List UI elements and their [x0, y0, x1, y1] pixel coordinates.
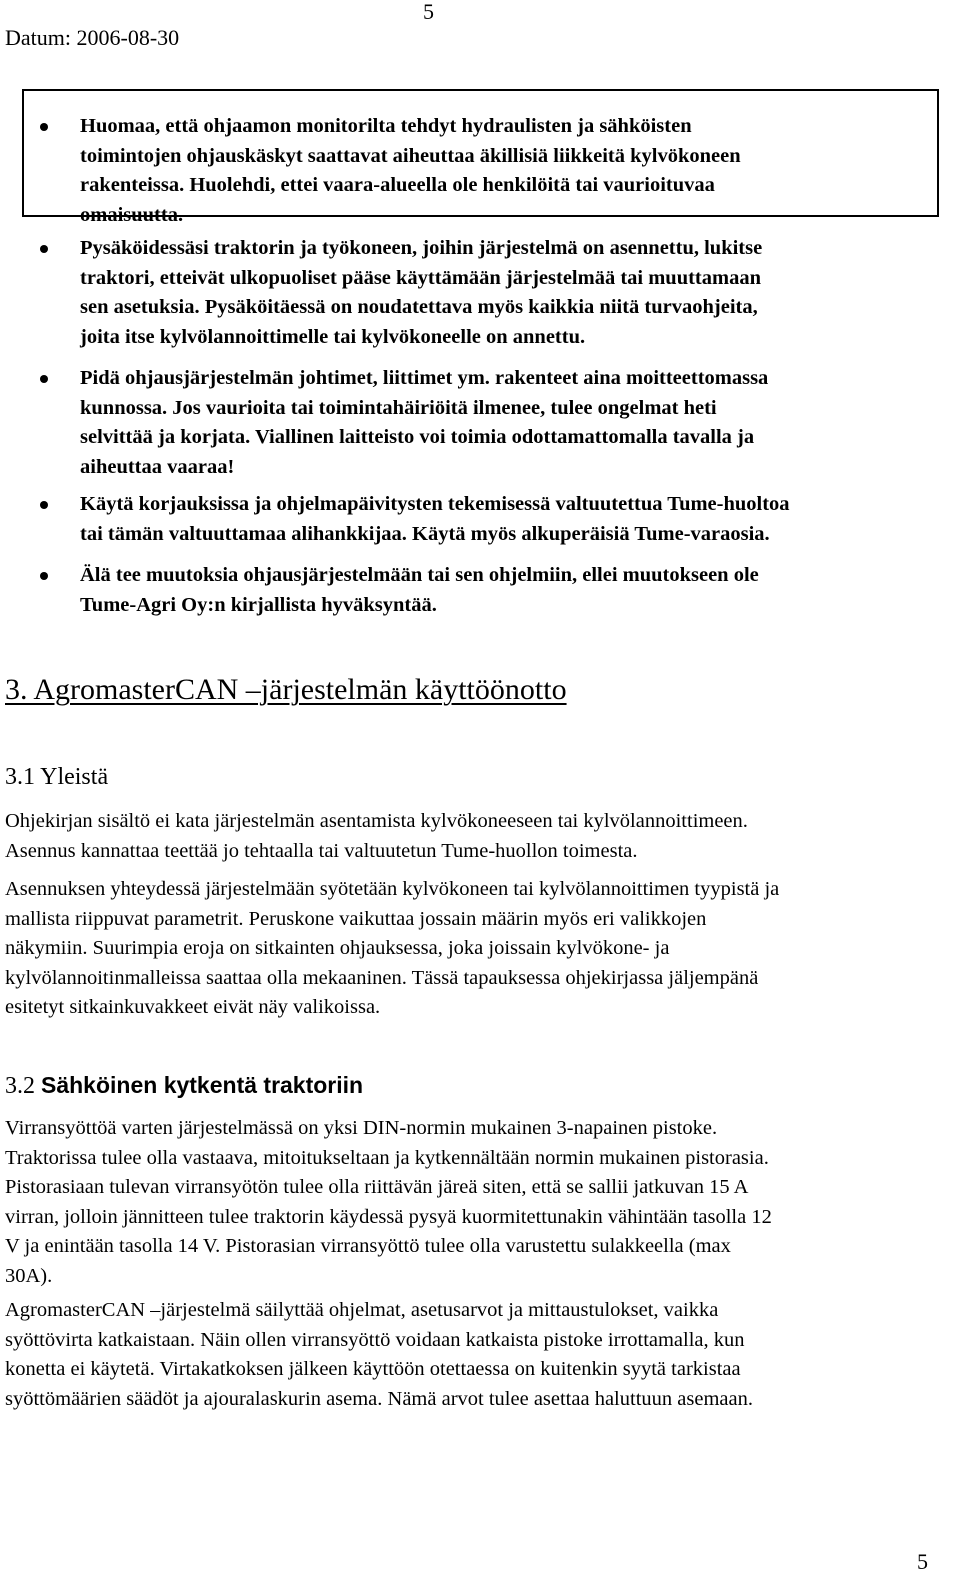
- bullet-icon: [40, 572, 48, 580]
- bullet-text: Käytä korjauksissa ja ohjelmapäivitysten tekemisessä valtuutettua Tume-huoltoa tai tämän valtuuttamaa alihankkijaa. Käytä myös alkuperäisiä Tume-varaosia.: [80, 493, 790, 545]
- bullet-text: Pysäköidessäsi traktorin ja työkoneen, joihin järjestelmä on asennettu, lukitse traktori, etteivät ulkopuoliset pääse käyttämään järjestelmää tai muuttamaan sen asetuksia. Pysäköitäessä on noudatettava myös kaikkia niitä turvaohjeita, joita itse kylvölannoittimelle tai kylvökoneelle on annettu.: [80, 237, 763, 348]
- section-3-2-paragraph-2: AgromasterCAN –järjestelmä säilyttää ohjelmat, asetusarvot ja mittaustulokset, vaikka syöttövirta katkaistaan. Näin ollen virransyöttö voidaan katkaista pistoke irrottamalla, kun konetta ei käytetä. Virtakatkoksen jälkeen käyttöön otettaessa on kuitenkin syytä tarkistaa syöttömäärien säädöt ja ajouralaskurin asema. Nämä arvot tulee asettaa haluttuun asemaan.: [5, 1299, 753, 1410]
- bullet-text: Pidä ohjausjärjestelmän johtimet, liittimet ym. rakenteet aina moitteettomassa kunnossa. Jos vaurioita tai toimintahäiriöitä ilmenee, tulee ongelmat heti selvittää ja korjata. Viallinen laitteisto voi toimia odottamattomalla tavalla ja aiheuttaa vaaraa!: [80, 367, 769, 478]
- header-page-number: 5: [423, 0, 434, 24]
- section-3-2-number: 3.2: [5, 1073, 35, 1099]
- section-3-heading: 3. AgromasterCAN –järjestelmän käyttöönotto: [5, 673, 567, 706]
- bullet-icon: [40, 245, 48, 253]
- bullet-text: Älä tee muutoksia ohjausjärjestelmään tai sen ohjelmiin, ellei muutokseen ole Tume-Agri Oy:n kirjallista hyväksyntää.: [80, 564, 759, 616]
- section-3-2-title: Sähköinen kytkentä traktoriin: [41, 1072, 364, 1098]
- section-3-1-heading: 3.1 Yleistä: [5, 764, 109, 790]
- bullet-icon: [40, 501, 48, 509]
- bullet-icon: [40, 375, 48, 383]
- bullet-icon: [40, 123, 48, 131]
- section-3-2-paragraph-1: Virransyöttöä varten järjestelmässä on yksi DIN-normin mukainen 3-napainen pistoke. Traktorissa tulee olla vastaava, mitoitukseltaan ja kytkennältään normin mukainen pistorasia. Pistorasiaan tulevan virransyötön tulee olla riittävän järeä siten, että se sallii jatkuvan 15 A virran, jolloin jännitteen tulee traktorin käydessä pysyä kuormitettunakin vähintään tasolla 12 V ja enintään tasolla 14 V. Pistorasian virransyöttö tulee olla varustettu sulakkeella (max 30A).: [5, 1117, 772, 1287]
- footer-page-number: 5: [917, 1549, 928, 1574]
- section-3-2-heading: [5, 1070, 363, 1101]
- bullet-text: Huomaa, että ohjaamon monitorilta tehdyt hydraulisten ja sähköisten toimintojen ohjauskäskyt saattavat aiheuttaa äkillisiä liikkeitä kylvökoneen rakenteissa. Huolehdi, ettei vaara-alueella ole henkilöitä tai vaurioituvaa omaisuutta.: [80, 115, 741, 226]
- section-3-1-paragraph-2: Asennuksen yhteydessä järjestelmään syötetään kylvökoneen tai kylvölannoittimen tyypistä ja mallista riippuvat parametrit. Peruskone vaikuttaa jossain määrin myös eri valikkojen näkymiin. Suurimpia eroja on sitkainten ohjauksessa, joka joissain kylvökone- ja kylvölannoitinmalleissa saattaa olla mekaaninen. Tässä tapauksessa ohjekirjassa jäljempänä esitetyt sitkainkuvakkeet eivät näy valikoissa.: [5, 878, 780, 1018]
- header-date: Datum: 2006-08-30: [5, 25, 180, 50]
- section-3-1-paragraph-1: Ohjekirjan sisältö ei kata järjestelmän asentamista kylvökoneeseen tai kylvölannoittimeen. Asennus kannattaa teettää jo tehtaalla tai valtuutetun Tume-huollon toimesta.: [5, 810, 748, 862]
